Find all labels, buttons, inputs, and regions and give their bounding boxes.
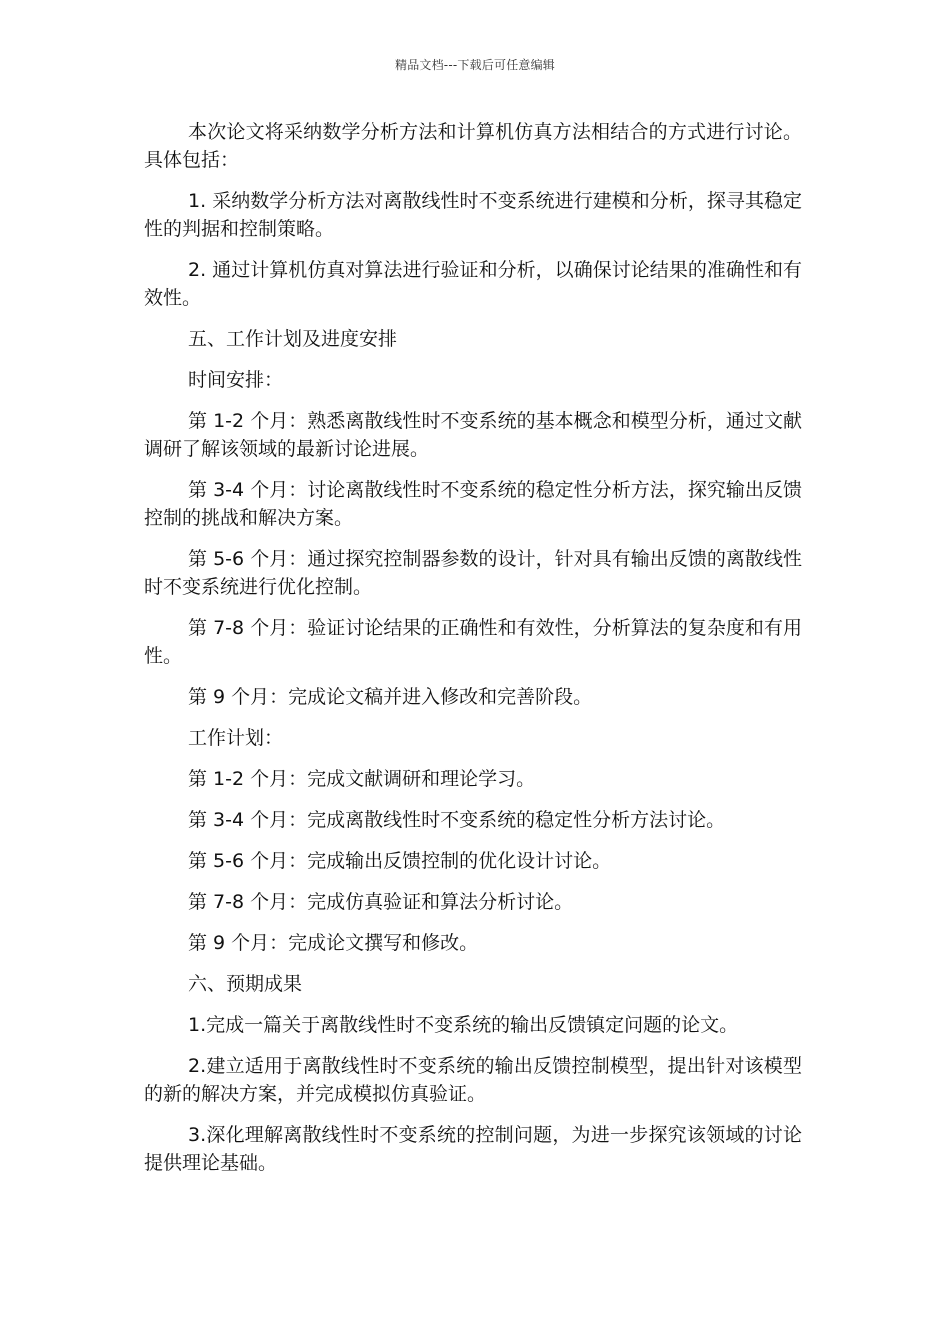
subheading-work-plan: 工作计划： bbox=[188, 727, 284, 749]
section-heading-plan: 五、工作计划及进度安排 bbox=[188, 328, 398, 350]
work-plan-item: 第 1-2 个月：完成文献调研和理论学习。 bbox=[188, 768, 536, 790]
outcome-item: 2.建立适用于离散线性时不变系统的输出反馈控制模型，提出针对该模型的新的解决方案，并完成模拟仿真验证。 bbox=[144, 1055, 802, 1105]
work-plan-item: 第 5-6 个月：完成输出反馈控制的优化设计讨论。 bbox=[188, 850, 612, 872]
paragraph-method-2: 2. 通过计算机仿真对算法进行验证和分析，以确保讨论结果的准确性和有效性。 bbox=[144, 259, 802, 309]
work-plan-item: 第 3-4 个月：完成离散线性时不变系统的稳定性分析方法讨论。 bbox=[188, 809, 726, 831]
schedule-item: 第 9 个月：完成论文稿并进入修改和完善阶段。 bbox=[188, 686, 593, 708]
document-body bbox=[144, 118, 802, 1190]
paragraph-method-intro: 本次论文将采纳数学分析方法和计算机仿真方法相结合的方式进行讨论。具体包括： bbox=[144, 121, 802, 171]
paragraph-method-1: 1. 采纳数学分析方法对离散线性时不变系统进行建模和分析，探寻其稳定性的判据和控制策略。 bbox=[144, 190, 802, 240]
page-header: 精品文档---下载后可任意编辑 bbox=[395, 58, 555, 72]
subheading-schedule: 时间安排： bbox=[188, 369, 284, 391]
outcome-item: 3.深化理解离散线性时不变系统的控制问题，为进一步探究该领域的讨论提供理论基础。 bbox=[144, 1124, 802, 1174]
schedule-item: 第 3-4 个月：讨论离散线性时不变系统的稳定性分析方法，探究输出反馈控制的挑战和解决方案。 bbox=[144, 479, 802, 529]
outcome-item: 1.完成一篇关于离散线性时不变系统的输出反馈镇定问题的论文。 bbox=[188, 1014, 739, 1036]
work-plan-item: 第 7-8 个月：完成仿真验证和算法分析讨论。 bbox=[188, 891, 574, 913]
schedule-item: 第 5-6 个月：通过探究控制器参数的设计，针对具有输出反馈的离散线性时不变系统进行优化控制。 bbox=[144, 548, 802, 598]
work-plan-item: 第 9 个月：完成论文撰写和修改。 bbox=[188, 932, 479, 954]
schedule-item: 第 7-8 个月：验证讨论结果的正确性和有效性，分析算法的复杂度和有用性。 bbox=[144, 617, 802, 667]
schedule-item: 第 1-2 个月：熟悉离散线性时不变系统的基本概念和模型分析，通过文献调研了解该领域的最新讨论进展。 bbox=[144, 410, 802, 460]
section-heading-outcomes: 六、预期成果 bbox=[188, 973, 303, 995]
